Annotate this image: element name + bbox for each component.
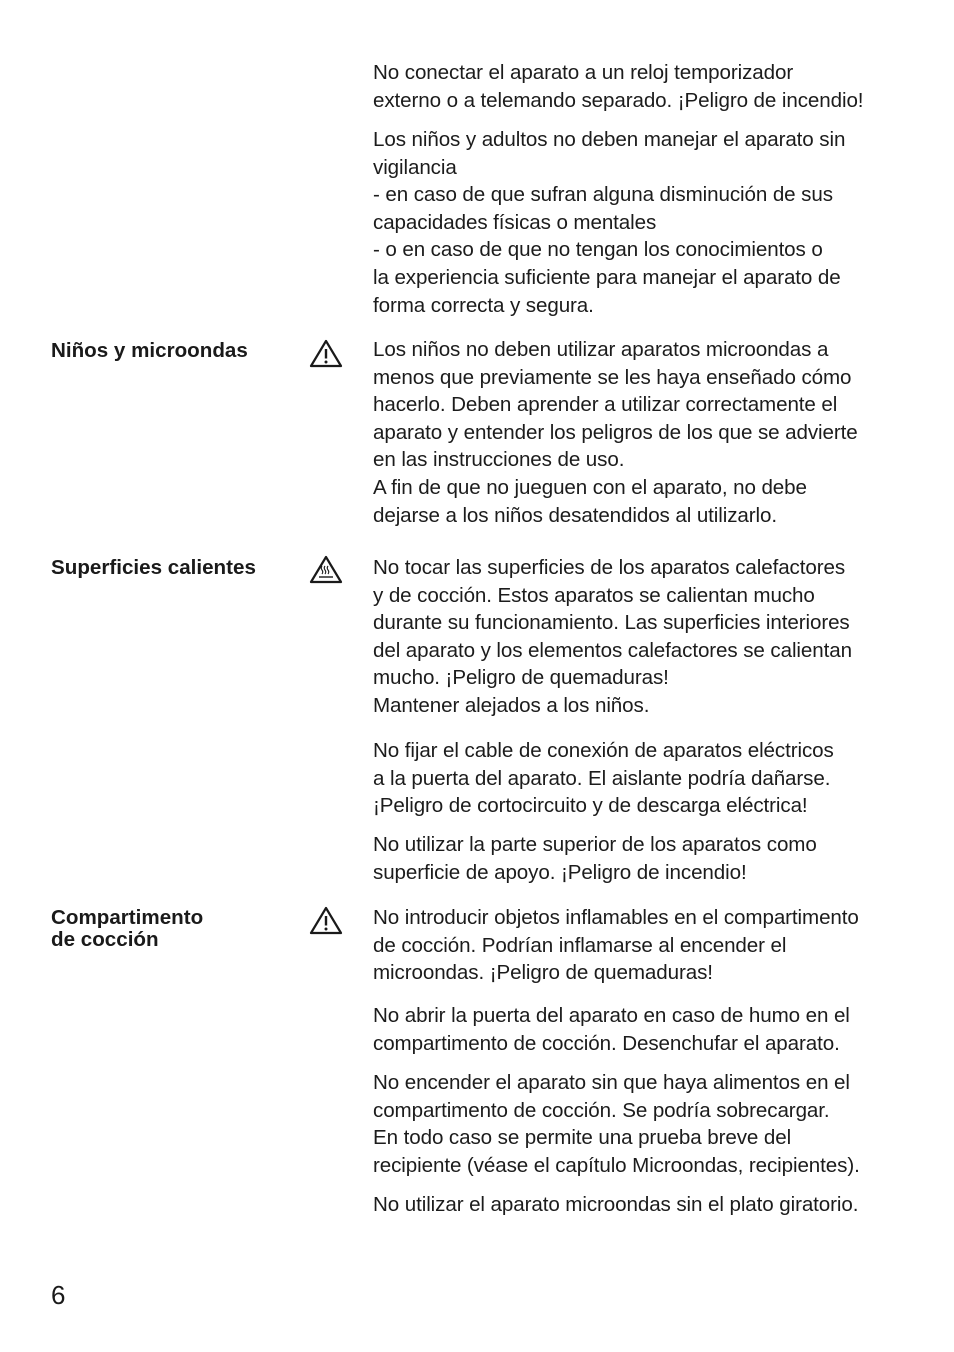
- warning-triangle-icon: [309, 339, 343, 369]
- hot-surface-warning-icon: [309, 555, 343, 585]
- section-cooking-paragraph-3: No encender el aparato sin que haya alimentos en el compartimento de cocción. Se podría sobrecargar. En todo caso se permite una prueba breve del recipiente (véase el capítulo Microondas, recipientes).: [373, 1071, 860, 1177]
- page-number: 6: [51, 1280, 66, 1310]
- section-children-paragraph: Los niños no deben utilizar aparatos microondas a menos que previamente se les haya enseñado cómo hacerlo. Deben aprender a utilizar correctamente el aparato y entender los peligros de los que se advierte en las instrucciones de uso. A fin de que no jueguen con el aparato, no debe dejarse a los niños desatendidos al utilizarlo.: [373, 338, 858, 527]
- intro-paragraph-supervision: Los niños y adultos no deben manejar el aparato sin vigilancia - en caso de que sufran alguna disminución de sus capacidades físicas o mentales - o en caso de que no tengan los conocimientos o la experiencia suficiente para manejar el aparato de forma correcta y segura.: [373, 128, 846, 317]
- warning-triangle-icon: [309, 906, 343, 936]
- section-hot-surfaces-paragraph-2: No fijar el cable de conexión de aparatos eléctricos a la puerta del aparato. El aislante podría dañarse. ¡Peligro de cortocircuito y de descarga eléctrica!: [373, 739, 834, 818]
- section-hot-surfaces-paragraph-3: No utilizar la parte superior de los aparatos como superficie de apoyo. ¡Peligro de incendio!: [373, 833, 817, 884]
- section-heading-hot-surfaces: Superficies calientes: [51, 556, 256, 579]
- section-hot-surfaces-paragraph-1: No tocar las superficies de los aparatos calefactores y de cocción. Estos aparatos se calientan mucho durante su funcionamiento. Las superficies interiores del aparato y los elementos calefactores se calientan mucho. ¡Peligro de quemaduras! Mantener alejados a los niños.: [373, 556, 852, 717]
- section-cooking-paragraph-1: No introducir objetos inflamables en el compartimento de cocción. Podrían inflamarse al encender el microondas. ¡Peligro de quemaduras!: [373, 906, 859, 985]
- section-heading-children: Niños y microondas: [51, 339, 248, 362]
- section-cooking-paragraph-2: No abrir la puerta del aparato en caso de humo en el compartimento de cocción. Desenchufar el aparato.: [373, 1004, 850, 1055]
- section-heading-cooking-compartment: Compartimento de cocción: [51, 906, 204, 951]
- intro-paragraph-timer: No conectar el aparato a un reloj temporizador externo o a telemando separado. ¡Peligro de incendio!: [373, 61, 864, 112]
- section-cooking-paragraph-4: No utilizar el aparato microondas sin el plato giratorio.: [373, 1193, 859, 1216]
